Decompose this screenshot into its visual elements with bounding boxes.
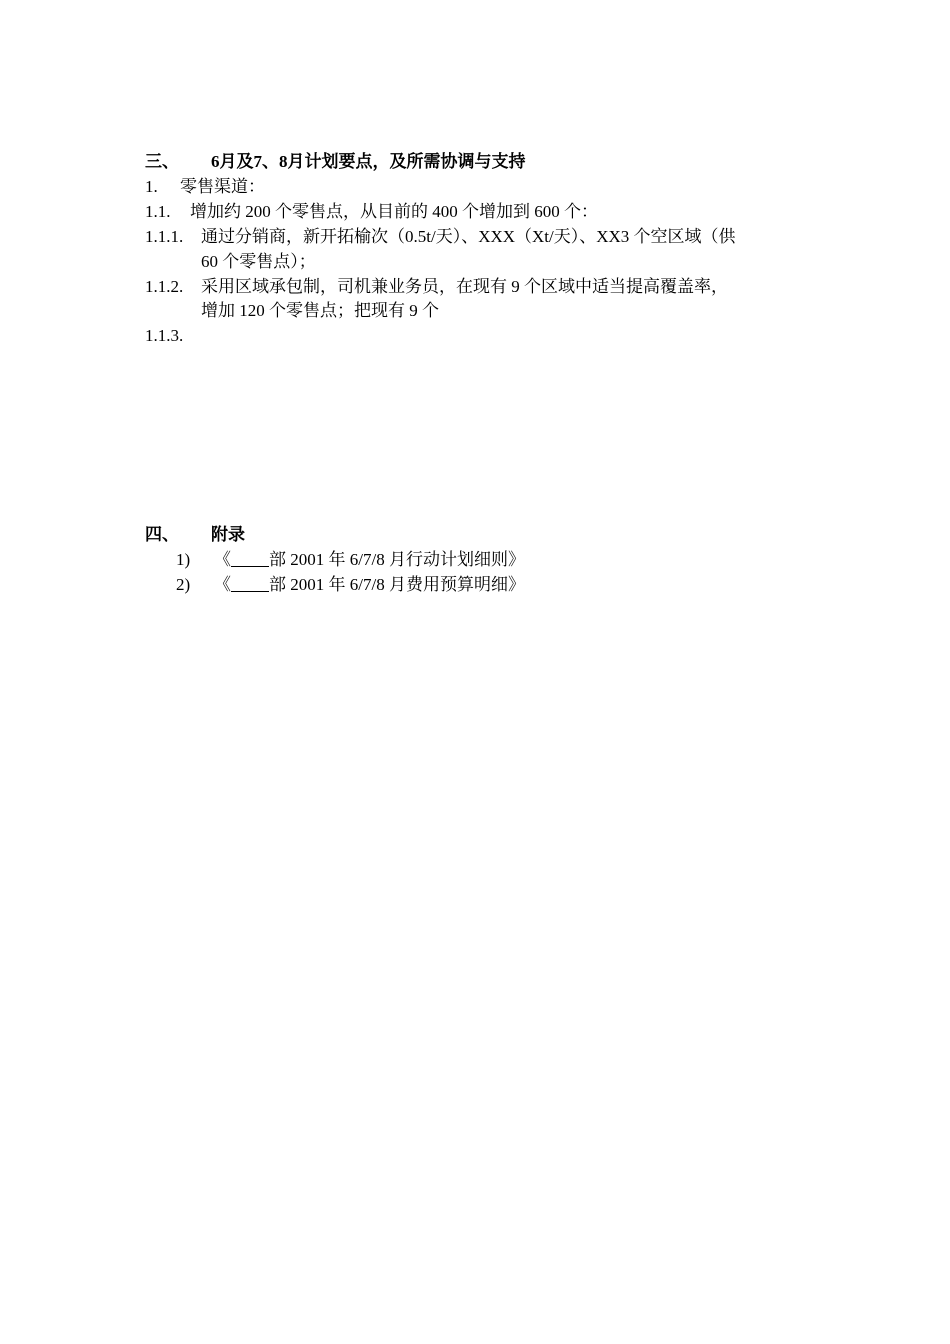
section-title: 附录 — [211, 525, 245, 544]
list-number: 1.1.2. — [145, 277, 184, 296]
list-item-1-1-3 — [145, 324, 845, 348]
section-heading-3 — [145, 150, 845, 174]
list-text: 零售渠道： — [180, 177, 265, 196]
list-item-1-1-2 — [145, 275, 845, 299]
list-text-line2: 60 个零售点）； — [201, 252, 316, 271]
fill-in-blank — [231, 575, 269, 592]
list-item-1-1-1 — [145, 225, 845, 249]
appendix-title: 部 2001 年 6/7/8 月行动计划细则》 — [269, 550, 525, 569]
appendix-item-1 — [176, 548, 836, 572]
list-number: 1. — [145, 177, 158, 196]
list-number: 1.1. — [145, 202, 171, 221]
list-item-1 — [145, 175, 845, 199]
section-heading-4 — [145, 523, 845, 547]
section-number: 四、 — [145, 525, 179, 544]
section-title: 6月及7、8月计划要点，及所需协调与支持 — [211, 152, 526, 171]
fill-in-blank — [231, 550, 269, 567]
list-text-line1: 采用区域承包制，司机兼业务员，在现有 9 个区域中适当提高覆盖率， — [201, 277, 728, 296]
list-text-line2: 增加 120 个零售点；把现有 9 个 — [201, 301, 439, 320]
list-item-1-1 — [145, 200, 845, 224]
appendix-title: 部 2001 年 6/7/8 月费用预算明细》 — [269, 575, 525, 594]
appendix-open-bracket: 《 — [214, 575, 231, 594]
list-number: 1.1.1. — [145, 227, 184, 246]
list-text-line1: 通过分销商，新开拓榆次（0.5t/天）、XXX（Xt/天）、XX3 个空区域（供 — [201, 227, 736, 246]
list-text: 增加约 200 个零售点，从目前的 400 个增加到 600 个： — [190, 202, 598, 221]
list-item-1-1-2-continued — [201, 299, 841, 323]
list-item-1-1-1-continued — [201, 250, 841, 274]
appendix-open-bracket: 《 — [214, 550, 231, 569]
appendix-item-2 — [176, 573, 836, 597]
section-number: 三、 — [145, 152, 179, 171]
appendix-number: 1) — [176, 550, 191, 569]
appendix-number: 2) — [176, 575, 191, 594]
list-number: 1.1.3. — [145, 326, 184, 345]
